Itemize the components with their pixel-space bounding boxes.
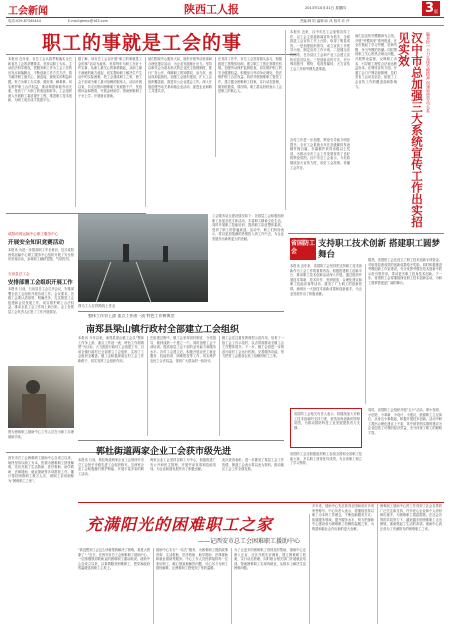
body-text-block: 本报讯 今年以来，南郑县梁山镇工会以“整体工作争上游、重点工作创一流、特色工作树典型”为目标，大力推进行政村工会组建工作，目前全镇行政村已全部建立工会组织，实现了工会组织全覆盖。镇工会积极探索农村工会工作新路子，切实发挥工会组织作用。 (78, 336, 144, 363)
photo-caption: 图为工人在铁路线上作业 (78, 304, 116, 308)
masthead (0, 0, 450, 16)
worker-photo (8, 366, 74, 428)
body-text-block: 省国防工会还积极组织职工参加全国和全省职工技能大赛，多名职工获得优异成绩，为全省职工树立了学习榜样。 (290, 452, 362, 466)
body-text-block: 本报讯 日前，郭杜街道两家企业工会被西安市总工会授予市级先进工会组织称号。这两家企业工会积极履行维护职能，开展丰富多彩的职工活动。 (78, 458, 144, 476)
story-home-title: 充满阳光的困难职工之家 (86, 515, 274, 534)
body-text-block: 据悉，省国防工会还设立了职工技术创新专项资金，对取得显著成效的创新成果给予奖励。同时积极推进劳模创新工作室建设，充分发挥劳模在技术创新中的示范引领作用，带动更多职工投身技术创新。下一步，省国防工会将继续深化职工技术创新活动，为职工圆梦搭建更广阔的舞台。 (368, 258, 442, 285)
body-text-block: 本报讯 近年来，市总工会认真贯彻落实全总和省总工会的部署要求，坚持以职工为本，主动依法科学维权，把服务职工作为工会工作的出发点和落脚点，不断创新工作方式方法，着力解决职工最关心、最直接、最现实的利益问题，努力为职工办实事、做好事、解难事，切实维护职工合法权益，推动构建和谐劳动关系，受到了广大职工的欢迎和好评。工会组织深入开展职工素质提升工程，推进职工技术创新，为职工成长成才搭建平台。 (8, 57, 72, 103)
body-text-block: 西安市总工会困难职工援助中心自成立以来，始终坚持以职工为本，热情为困难职工排忧解难，先后开展了生活救助、医疗救助、助学救助、法律援助、就业援助等多项帮扶工作，累计帮扶困难职工数万人次，被职工亲切地称为“困难职工之家”。 (8, 456, 74, 483)
body-text-block: 他们围绕中心服务大局，组织开展劳动竞赛和合理化建议活动，为企业发展献计出力。坚持以职代会为基本形式的企业民主管理制度，推行厂务公开，保障职工的知情权、参与权、表达权和监督权。加强工会组织建设，扩大工会组织覆盖面，推进非公企业建会工作。深入开展创建劳动关系和谐企业活动，促进企业和职工共建共享。 (148, 57, 212, 94)
section-name: 工会新闻 (8, 6, 48, 17)
body-text-block: 本报讯 近来，汉中市总工会加强宣传工作，以工会主渠道新闻宣传为抓手，全面推进工会宣传工作上台阶，取得了明显成效。一是加强组织领导，成立宣传工作领导小组，制定宣传工作计划。二是健全宣传网络，在各县区工会和产业工会建立宣传信息员队伍。三是创新宣传方式，充分利用报刊、网络、电视等媒体，大力宣传工会工作和劳模先进事迹。 (290, 30, 350, 71)
story-skills-kicker-box (290, 238, 316, 260)
body-text-block: 在组建过程中，镇工会坚持因村制宜、分类指导，做到成熟一个建立一个。同时加强工会干部培训，提高基层工会干部的业务能力和服务水平。各村工会建立后，积极开展农民工就业服务、技能培训、困难帮扶等工作，切实维护农民工合法权益，得到广大群众的一致好评。 (150, 336, 216, 363)
newspaper-logo: 陕西工人报 (184, 3, 239, 16)
page-number-box (422, 1, 440, 16)
train-track-photo (78, 214, 208, 302)
story-skills-kicker: 省国防工会 (291, 240, 316, 255)
info-box (290, 408, 362, 448)
body-text-block: 援助中心实行“一站式”服务，为困难职工提供政策咨询、生活救助、医疗救助、助学救助、法律援助和就业援助等服务。中心工作人员热情接待每一位来访职工，耐心细致地解答问题，尽心尽力为职工排忧解难，让困难职工感受到了家的温暖。 (156, 548, 228, 571)
story-nanzheng-title: 南郑县梁山镇行政村全部建立工会组织 (86, 325, 240, 335)
story-skills-title: 支持职工技术创新 搭建职工圆梦舞台 (318, 239, 440, 260)
body-text-block: 同时，省国防工会组织开展“五小”活动，即小发明、小创造、小革新、小设计、小建议，鼓励职工立足岗位，从身边小事做起，积极开展技术创新。活动中职工提出合理化建议上千条，其中被采纳实施的建议为企业创造了可观的经济效益，充分体现了职工的聪明才智。 (368, 408, 442, 435)
page-number: 3 (425, 1, 435, 16)
right-vertical-title-block (355, 30, 441, 230)
body-text-block: 在具体工作中，市总工会坚持源头参与，积极推进工资集体协商，建立职工工资正常增长机制。加强劳动保护监督检查，切实维护职工的安全健康权益。积极参与劳动争议调处，依法维护职工合法权益。同时开展困难职工帮扶工作，建立健全困难职工档案，实行动态管理，做到底数清、情况明。职工群众纷纷表示工会是职工的贴心人。 (218, 57, 282, 94)
email: E-mail:gherp@163.com (68, 19, 108, 23)
body-text-block: “真没想到工会这么快就帮我解决了困难，真是太感谢了！”近日，在西安市总工会困难职工援助中心，一位刚刚领到救助金的困难职工激动地说。援助中心自成立以来，以真情服务困难职工，把党和政府的温暖送到职工心坎上。 (78, 548, 150, 571)
editor-line: 责编:韩 阳 编辑:孙 凤 校对:乔 莎 (300, 19, 350, 23)
body-text-block: 两家企业工会坚持以职工为中心，积极推进厂务公开和民主管理，开展劳动竞赛和技能培训，为企业和谐发展作出了积极贡献。 (150, 458, 216, 472)
body-text-block: 省国防工会相关负责人表示，将继续加大对职工技术创新的支持力度，营造崇尚创新的浓厚氛围，为推动国防科技工业发展提供有力支撑。 (294, 412, 360, 430)
story-train-kicker: 咸阳西郊运输中心职工服务中心 (8, 232, 59, 236)
body-text-block: 困难职工援助中心的工作得到了社会各界的广泛关注和支持，许多爱心企业和个人纷纷伸出援手，为困难职工捐款捐物。在社会各界的共同努力下，越来越多的困难职工走出困境，重新燃起了生活的希望。援助中心真正成为了充满阳光的困难职工之家。 (380, 504, 442, 531)
body-text-block: 他们以宣传劳模精神为主线，开展“劳模风采”系列报道，在全市掀起了学习劳模、崇尚劳模、争当劳模的热潮。同时围绕职工关心的热点难点问题，开展舆论监督，反映职工诉求，引导职工理性合法表达利益诉求。在网络宣传方面，开通工会门户网站和微博，及时发布工会动态信息，拓展了工会宣传工作的覆盖面和影响力。 (355, 34, 397, 89)
date-line: 2013年10月31日 星期四 (305, 6, 346, 10)
story-stone-kicker: 石泉县总工会 (8, 272, 30, 276)
body-text-block: 本报讯 近年来，省国防工会坚持把支持职工技术创新作为工会工作的重要内容，积极搭建职工创新平台，推动职工技术创新活动深入开展。通过组织开展技术革新、技术协作、发明创造、合理化建议和职工技能竞赛等活动，激发了广大职工的创新热情，涌现出一大批技术创新成果和创新能手，为企业发展作出了积极贡献。 (290, 264, 362, 296)
body-text-block: 此次获得表彰，进一步激发了基层工会工作热情，街道工会表示将以此为契机，推动辖区工会工作全面发展。 (222, 458, 284, 472)
story-nanzheng-kicker: 整体工作争上游 重点工作创一流 特色工作树典型 (88, 314, 175, 318)
story-stone-title: 安排部署工会组织开展工作 (8, 280, 73, 286)
right-vertical-title: 汉中市总加强三大系统宣传工作出实招见实效 (397, 32, 424, 228)
story-guozhi-title: 郭杜街道两家企业工会获市级先进 (96, 447, 232, 457)
page-label: 版 (434, 9, 438, 14)
body-text-block: 宣传工作进一步加强，舆论引导能力明显提升。全市工会系统全年在各级媒体发表稿件数百篇，多篇稿件获得省级以上奖项，为推动全市工会工作发展营造了良好的舆论氛围。汉中市总工会表示，今后将继续加大宣传力度，讲好工会故事，传播工会声音。 (290, 138, 350, 170)
body-text-block: 多年来，援助中心先后获得全国和省市多项荣誉称号。中心负责人表示，将继续坚持以职工为本的工作理念，不断创新服务方式，拓展服务领域，提升服务水平，努力把援助中心建设成为困难职工信赖的温暖之家，为构建和谐社会作出新的更大贡献。 (312, 504, 374, 531)
story-train-title: 开展安全知识竞赛活动 (8, 240, 64, 246)
body-text-block: 本报讯 为进一步提高职工安全意识，近日咸阳西郊运输中心职工服务中心组织开展了安全知识竞赛活动，参赛职工踊跃答题，气氛热烈。 (8, 248, 74, 262)
body-text-block: 图为困难职工援助中心工作人员在为职工办理援助手续。 (8, 430, 74, 439)
body-text-block: 工会服务站点建设情况如下：各基层工会积极组织职工参加各类文体活动，丰富职工精神文化生活。同时开展职工技能培训，提高职工队伍整体素质，受到了职工的普遍欢迎。活动中，职工们纷纷表示，将以更加饱满的热情投入到工作中去，为企业发展作出新的更大的贡献。 (212, 214, 284, 241)
body-text-block: 镇工会还注重发挥典型示范作用，培育了一批工会工作示范村，以点带面推动全镇工会工作整体提升。下一步，镇工会将进一步规范行政村工会运行机制，完善服务功能，努力把村工会建成农民工信赖的职工之家。 (222, 336, 284, 359)
body-text-block: 本报讯 日前，石泉县总工会召开会议，安排部署全县工会组织开展各项工作。会议要求，各级工会要认清形势，明确任务，扎实推进工会组建和会员发展工作，切实维护职工合法权益，推动全县工会工作再上新台阶。会上各基层工会负责人汇报了工作开展情况。 (8, 287, 74, 314)
right-vertical-kicker: 编者按 | 大力弘扬劳模精神 创建和谐劳动关系 (426, 32, 431, 114)
story-home-subtitle: ——记西安市总工会困难职工援助中心 (198, 538, 301, 545)
main-headline: 职工的事就是工会的事 (42, 32, 243, 54)
body-text-block: 据了解，该市总工会以开展“职工的事就是工会的事”活动为载体，坚持每年为职工办好十件实事，从职工最关心的事情做起，从职工最不满意的地方改起，切实帮助职工解决生产生活中的实际困难，把工会建成职工之家，使工会干部成为职工最可信赖的娘家人。活动开展以来，共走访慰问困难职工家庭数千户，发放慰问金和物资，开展金秋助学，资助困难职工子女上学，开展就业援助。 (78, 57, 142, 98)
body-text-block: 为了让更多的困难职工得到及时帮助，援助中心还深入企业、社区开展走访调查，建立困难职工档案，实行动态管理。同时联合相关部门开展就业培训，帮助困难职工实现再就业，从根本上解决生活困难问题。 (234, 548, 306, 571)
phone: 电话:029-87345444 (8, 19, 41, 23)
